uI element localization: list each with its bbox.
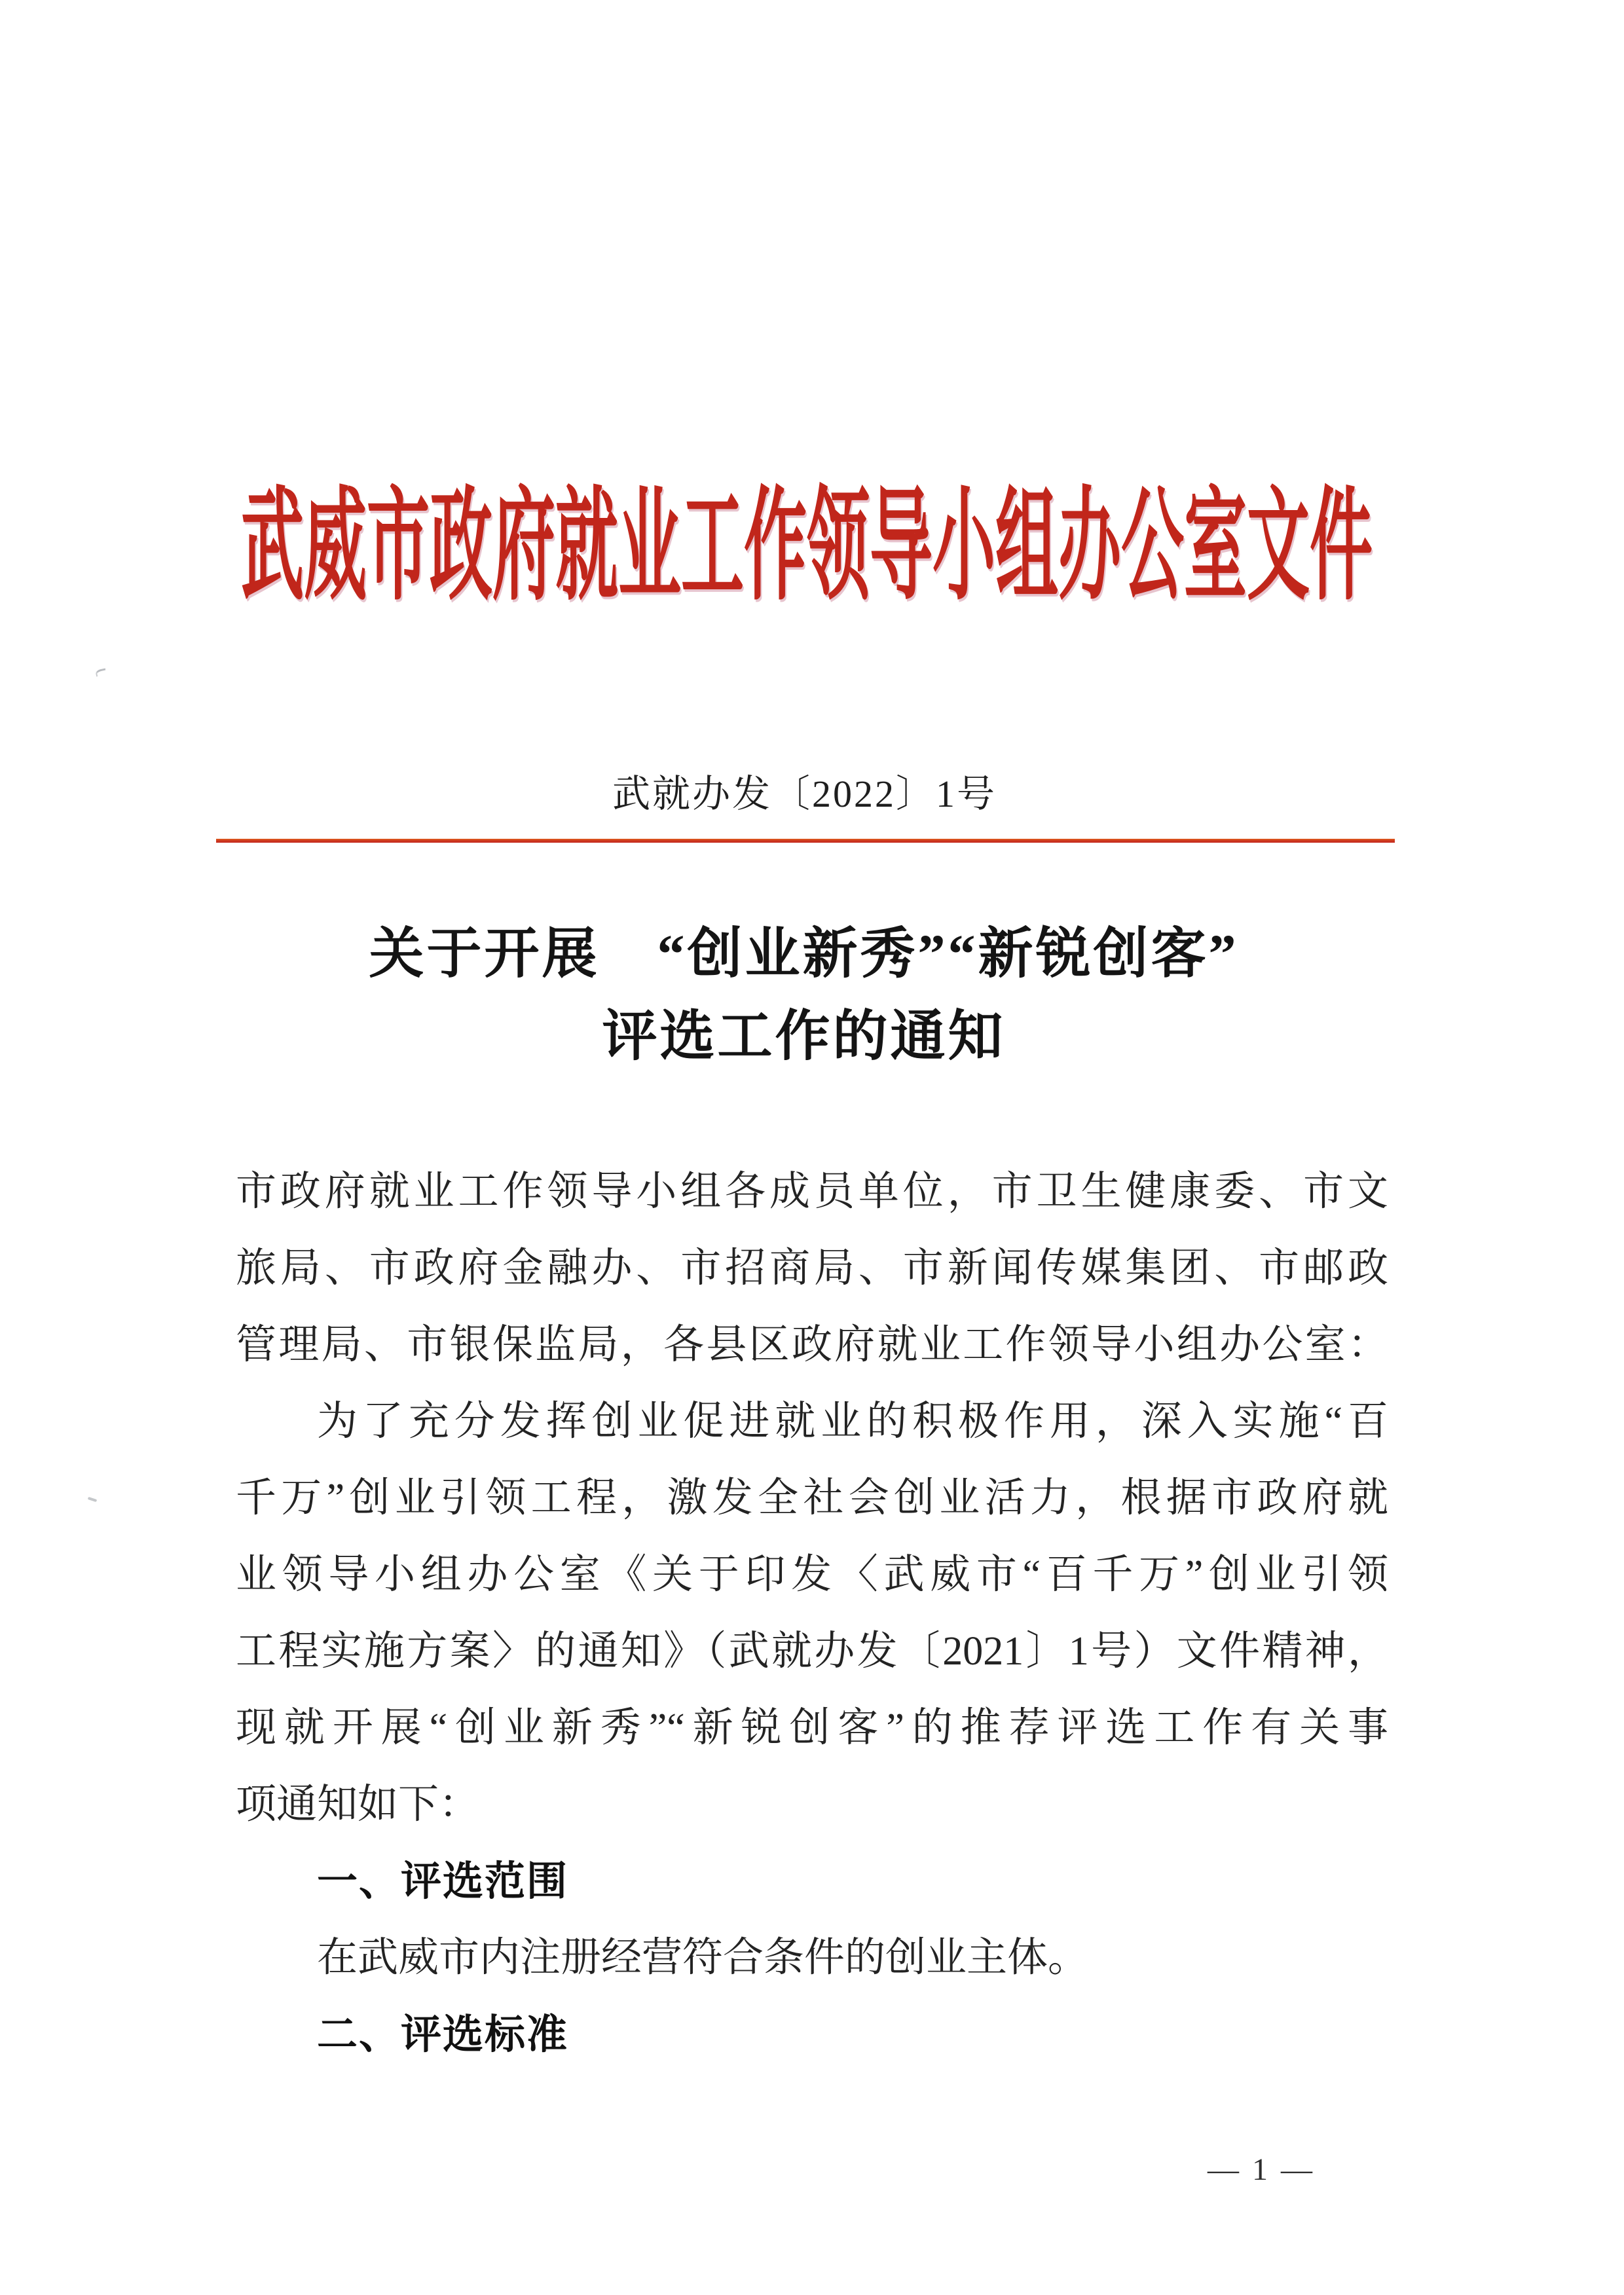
scan-speck — [95, 668, 107, 676]
document-title — [0, 913, 1624, 1078]
agency-header-title: 武威市政府就业工作领导小组办公室文件 — [241, 478, 1373, 615]
body-line: 管理局、市银保监局，各县区政府就业工作领导小组办公室： — [236, 1323, 1388, 1367]
body-line: 工程实施方案〉的通知》（武就办发〔2021〕1号）文件精神， — [236, 1629, 1388, 1674]
body-line: 旅局、市政府金融办、市招商局、市新闻传媒集团、市邮政 — [236, 1246, 1388, 1291]
body-line: 业领导小组办公室《关于印发〈武威市“百千万”创业引领 — [236, 1552, 1388, 1597]
section-heading: 二、评选标准 — [317, 2012, 569, 2057]
body-line: 市政府就业工作领导小组各成员单位，市卫生健康委、市文 — [236, 1169, 1388, 1214]
body-line: 现就开展“创业新秀”“新锐创客”的推荐评选工作有关事 — [236, 1706, 1388, 1750]
body-line: 为了充分发挥创业促进就业的积极作用，深入实施“百 — [317, 1399, 1388, 1444]
body-line: 在武威市内注册经营符合条件的创业主体。 — [317, 1936, 1089, 1980]
document-body — [236, 1154, 1388, 2073]
document-number: 武就办发〔2022〕1号 — [612, 773, 997, 815]
document-title-line2: 评选工作的通知 — [602, 1006, 1006, 1067]
red-separator-line — [216, 839, 1395, 843]
page-number: — 1 — — [1208, 2152, 1315, 2187]
scan-speck — [88, 1497, 98, 1502]
section-heading: 一、评选范围 — [317, 1859, 569, 1904]
body-line: 项通知如下： — [236, 1782, 480, 1827]
body-line: 千万”创业引领工程，激发全社会创业活力，根据市政府就 — [236, 1476, 1388, 1520]
document-title-line1: 关于开展 “创业新秀”“新锐创客” — [369, 924, 1239, 985]
